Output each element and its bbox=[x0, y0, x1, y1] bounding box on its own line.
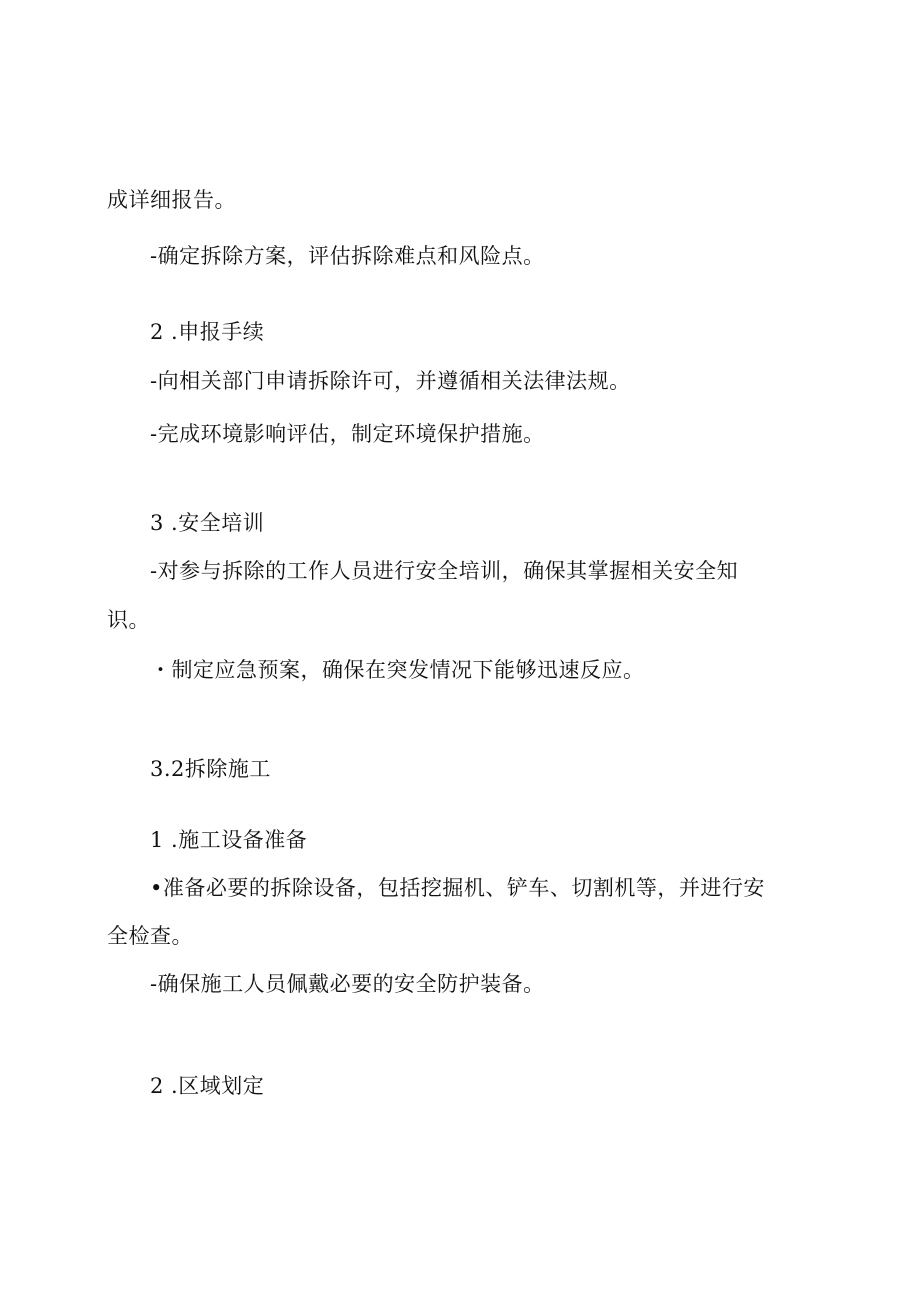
section-heading: 2 .区域划定 bbox=[150, 1074, 265, 1098]
section-heading: 3 .安全培训 bbox=[150, 511, 265, 535]
paragraph-line: 全检查。 bbox=[107, 924, 193, 948]
list-item: -确定拆除方案，评估拆除难点和风险点。 bbox=[150, 244, 545, 268]
section-heading: 1 .施工设备准备 bbox=[150, 828, 308, 852]
list-item: -对参与拆除的工作人员进行安全培训，确保其掌握相关安全知 bbox=[150, 559, 739, 583]
paragraph-line: 成详细报告。 bbox=[107, 188, 236, 212]
list-item: -向相关部门申请拆除许可，并遵循相关法律法规。 bbox=[150, 369, 631, 393]
paragraph-line: 识。 bbox=[107, 608, 150, 632]
section-heading: 2 .申报手续 bbox=[150, 320, 265, 344]
list-item: -完成环境影响评估，制定环境保护措施。 bbox=[150, 422, 545, 446]
subsection-title: 3.2拆除施工 bbox=[150, 757, 271, 781]
list-item: •准备必要的拆除设备，包括挖掘机、铲车、切割机等，并进行安 bbox=[150, 876, 765, 900]
list-item: ・制定应急预案，确保在突发情况下能够迅速反应。 bbox=[150, 658, 645, 682]
list-item: -确保施工人员佩戴必要的安全防护装备。 bbox=[150, 972, 545, 996]
